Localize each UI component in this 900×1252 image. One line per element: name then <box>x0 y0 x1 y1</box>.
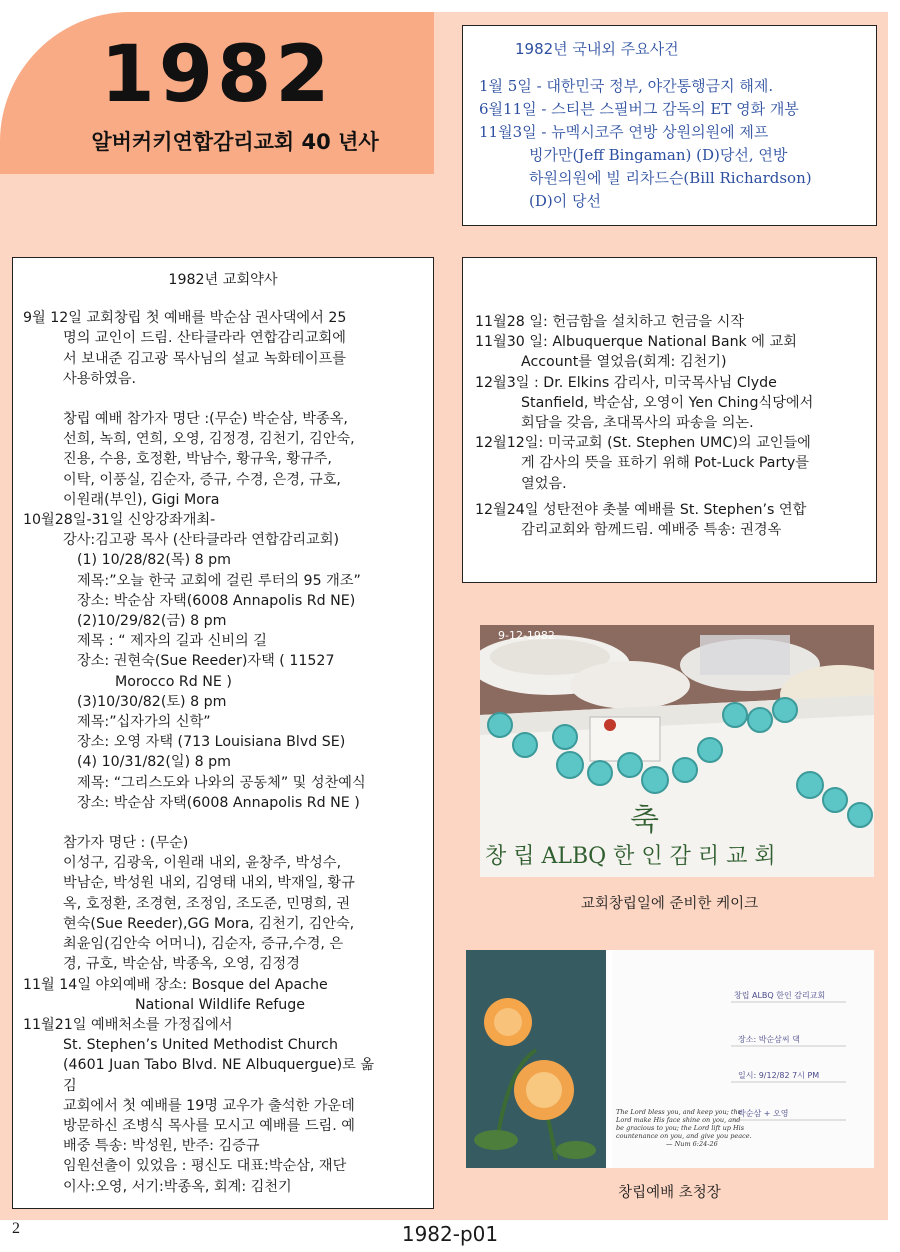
history-line: 현숙(Sue Reeder),GG Mora, 김천기, 김안숙, <box>63 915 355 932</box>
church-history-box <box>12 257 434 1209</box>
history-line: 12월12일: 미국교회 (St. Stephen UMC)의 교인들에 <box>475 435 811 452</box>
event-line: (D)이 당선 <box>529 192 601 210</box>
history-line: 사용하였음. <box>63 370 137 387</box>
history-line: 제목: “그리스도와 나와의 공동체” 및 성찬예식 <box>77 774 366 791</box>
history-line: 옥, 호정환, 조경현, 조정임, 조도준, 민명희, 권 <box>63 895 351 912</box>
history-line: 11월30 일: Albuquerque National Bank 에 교회 <box>475 334 797 351</box>
invitation-handwriting: 창립 ALBQ 한인 감리교회 <box>734 991 826 1000</box>
history-line: 김 <box>63 1077 77 1094</box>
cake-illustration <box>480 625 874 877</box>
history-line: 교회에서 첫 예배를 19명 교우가 출석한 가운데 <box>63 1097 355 1114</box>
history-line: 이사:오영, 서기:박종옥, 회계: 김천기 <box>63 1178 292 1195</box>
history-line: 배중 특송: 박성원, 반주: 김증규 <box>63 1138 260 1155</box>
invitation-caption: 창립예배 초청장 <box>618 1185 721 1201</box>
history-line: 게 감사의 뜻을 표하기 위해 Pot-Luck Party를 <box>521 455 809 472</box>
history-line: 열었음. <box>521 475 567 492</box>
history-line: 강사:김고광 목사 (산타클라라 연합감리교회) <box>63 532 340 549</box>
photo-date-stamp: 9-12-1982 <box>498 629 555 642</box>
history-line: 9월 12일 교회창립 첫 예배를 박순삼 권사댁에서 25 <box>23 310 347 327</box>
history-line: 서 보내준 김고광 목사님의 설교 녹화테이프를 <box>63 350 346 367</box>
history-line: 최윤임(김안숙 어머니), 김순자, 증규,수경, 은 <box>63 936 344 953</box>
event-line: 하원의원에 빌 리차드슨(Bill Richardson) <box>529 169 812 187</box>
invitation-handwriting: 박순삼 + 오영 <box>738 1109 789 1118</box>
history-line: 11월28 일: 헌금함을 설치하고 헌금을 시작 <box>475 314 745 330</box>
history-line: 임원선출이 있었음 : 평신도 대표:박순삼, 재단 <box>63 1158 347 1175</box>
history-line: 11월21일 예배처소를 가정집에서 <box>23 1016 233 1033</box>
history-line: National Wildlife Refuge <box>135 996 306 1013</box>
history-line: Account를 열었음(회계: 김천기) <box>521 354 727 371</box>
page-subtitle: 알버커키연합감리교회 40 년사 <box>91 130 379 154</box>
history-line: 이원래(부인), Gigi Mora <box>63 491 220 508</box>
history-line: (4601 Juan Tabo Blvd. NE Albuquergue)로 옮 <box>63 1057 375 1074</box>
history-line: 장소: 권현숙(Sue Reeder)자택 ( 11527 <box>77 653 335 670</box>
history-line: 진용, 수용, 호정환, 박남수, 황규욱, 황규주, <box>63 451 332 468</box>
year-title: 1982 <box>100 30 334 120</box>
history-line: 제목 : “ 제자의 길과 신비의 길 <box>77 633 267 650</box>
history-line: 장소: 박순삼 자택(6008 Annapolis Rd NE ) <box>77 794 360 811</box>
history-line: 장소: 박순삼 자택(6008 Annapolis Rd NE) <box>77 592 356 609</box>
page-code: 1982-p01 <box>401 1222 499 1246</box>
history-line: 명의 교인이 드림. 산타클라라 연합감리교회에 <box>63 330 346 347</box>
history-line: Stanfield, 박순삼, 오영이 Yen Ching식당에서 <box>521 394 814 411</box>
history-line: 박남순, 박성원 내외, 김영태 내외, 박재일, 황규 <box>63 875 355 892</box>
world-events-box <box>462 25 877 226</box>
history-line: 창립 예배 참가자 명단 :(무순) 박순삼, 박종옥, <box>63 411 348 428</box>
history-line: 장소: 오영 자택 (713 Louisiana Blvd SE) <box>77 734 346 751</box>
history-line: 선희, 녹희, 연희, 오영, 김정경, 김천기, 김안숙, <box>63 431 355 448</box>
invitation-illustration <box>466 950 874 1168</box>
cake-text: 창 립 ALBQ 한 인 감 리 교 회 <box>485 844 776 869</box>
history-heading: 1982년 교회약사 <box>168 272 278 288</box>
history-line: (1) 10/28/82(목) 8 pm <box>77 552 231 569</box>
history-line: (4) 10/31/82(일) 8 pm <box>77 754 231 771</box>
history-line: 12월24일 성탄전야 촛불 예배를 St. Stephen’s 연합 <box>475 501 807 518</box>
history-line: Morocco Rd NE ) <box>115 673 232 690</box>
cake-photo <box>480 625 874 877</box>
history-line: 11월 14일 야외예배 장소: Bosque del Apache <box>23 976 328 993</box>
history-line: 제목:”십자가의 신학” <box>77 714 211 731</box>
history-line: 경, 규호, 박순삼, 박종옥, 오영, 김정경 <box>63 956 300 973</box>
event-line: 11월3일 - 뉴멕시코주 연방 상원의원에 제프 <box>479 123 769 141</box>
history-line: 감리교회와 함께드림. 예배중 특송: 권경옥 <box>521 522 782 539</box>
history-line: 이탁, 이풍실, 김순자, 증규, 수경, 은경, 규호, <box>63 471 341 488</box>
history-line: 참가자 명단 : (무순) <box>63 835 189 852</box>
history-line: 12월3일 : Dr. Elkins 감리사, 미국목사님 Clyde <box>475 374 777 391</box>
event-line: 6월11일 - 스티븐 스필버그 감독의 ET 영화 개봉 <box>479 100 799 118</box>
history-line: 회담을 갖음, 초대목사의 파송을 의논. <box>521 415 754 432</box>
church-history-continued-box <box>462 257 877 583</box>
invitation-photo <box>466 950 874 1168</box>
history-line: 10월28일-31일 신앙강좌개최- <box>23 512 216 529</box>
history-line: (2)10/29/82(금) 8 pm <box>77 613 227 630</box>
events-heading: 1982년 국내외 주요사건 <box>515 40 679 58</box>
cake-text-char: 축 <box>630 803 659 838</box>
invitation-verse: The Lord bless you, and keep you; the Lord make His face shine on you, and be gracious to you; the Lord lift up His countenance on you, and give you peace. — Num 6:24-26 <box>616 1108 752 1148</box>
history-line: 방문하신 조병식 목사를 모시고 예배를 드림. 예 <box>63 1117 355 1134</box>
page-number: 2 <box>12 1220 20 1237</box>
event-line: 빙가만(Jeff Bingaman) (D)당선, 연방 <box>529 146 788 164</box>
history-line: St. Stephen’s United Methodist Church <box>63 1037 338 1054</box>
invitation-handwriting: 일시: 9/12/82 7시 PM <box>738 1071 820 1080</box>
history-line: 이성구, 김광욱, 이원래 내외, 윤창주, 박성수, <box>63 855 342 872</box>
event-line: 1월 5일 - 대한민국 정부, 야간통행금지 해제. <box>479 77 774 95</box>
invitation-handwriting: 장소: 박순삼씨 댁 <box>738 1035 800 1044</box>
history-line: 제목:”오늘 한국 교회에 걸린 루터의 95 개조” <box>77 572 361 589</box>
history-line: (3)10/30/82(토) 8 pm <box>77 693 227 710</box>
cake-caption: 교회창립일에 준비한 케이크 <box>580 896 759 912</box>
